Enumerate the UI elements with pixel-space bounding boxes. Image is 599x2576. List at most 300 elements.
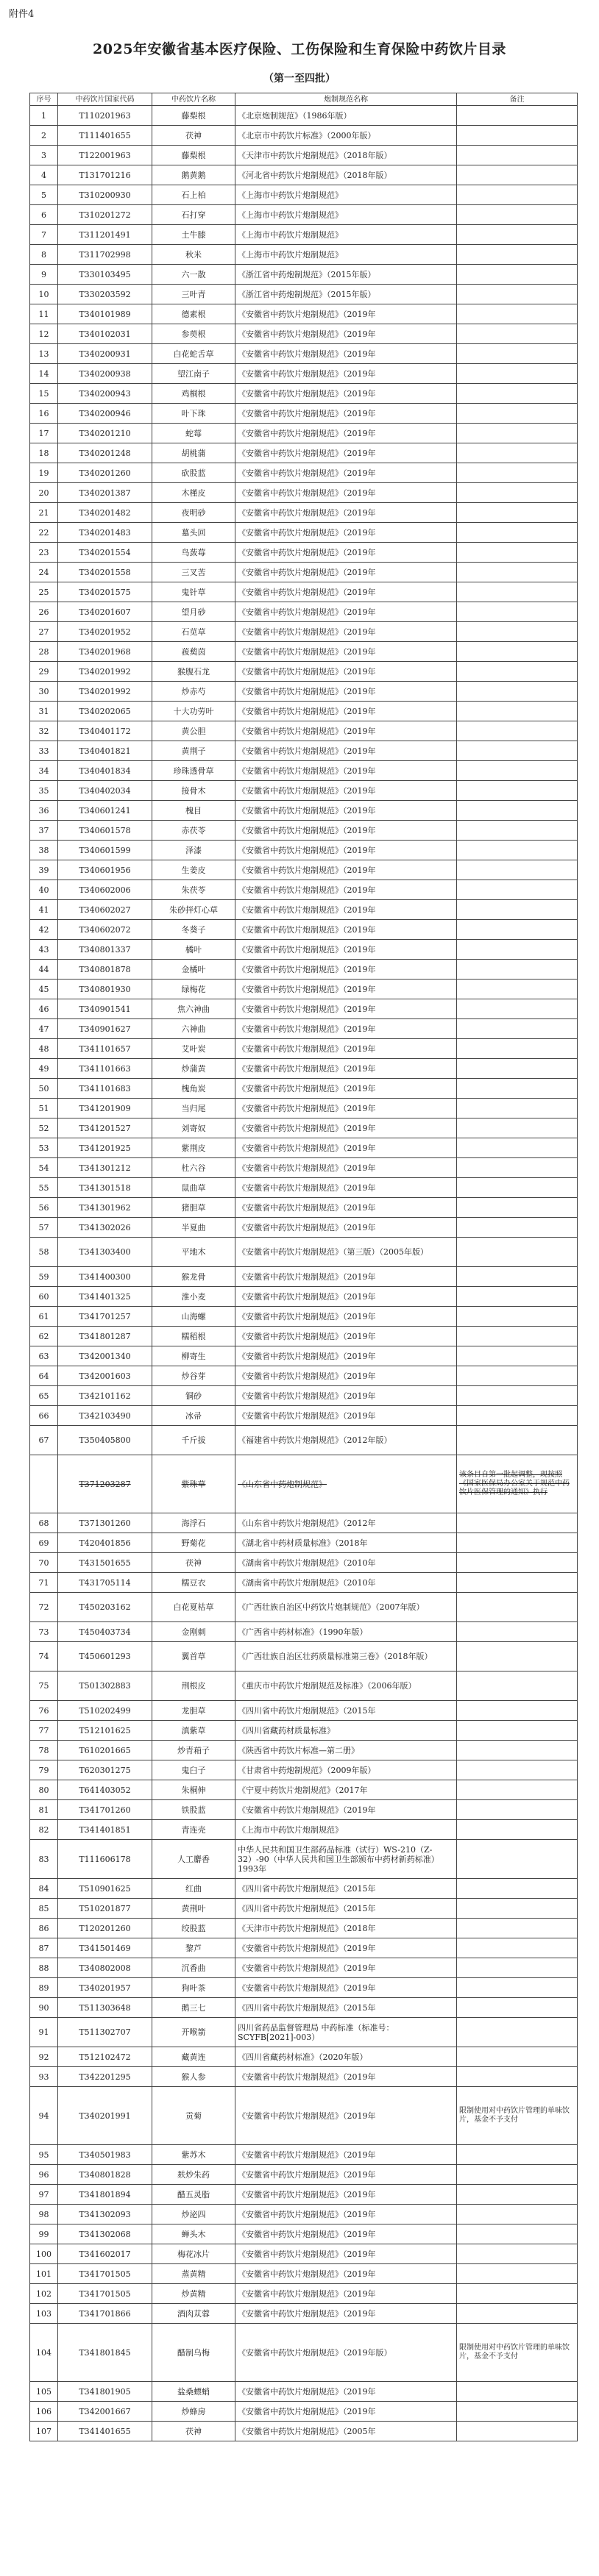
cell-no: 66 <box>30 1406 58 1426</box>
cell-no: 74 <box>30 1642 58 1671</box>
cell-name: 十大功劳叶 <box>152 702 235 721</box>
cell-name: 青连壳 <box>152 1820 235 1840</box>
cell-standard: 《安徽省中药饮片炮制规范》（2019年 <box>235 2382 457 2402</box>
cell-standard: 《上海市中药饮片炮制规范》 <box>235 245 457 265</box>
cell-no: 45 <box>30 980 58 999</box>
cell-code: T340201210 <box>58 424 152 443</box>
cell-code: T340101989 <box>58 304 152 324</box>
cell-code: T340401834 <box>58 761 152 781</box>
cell-code: T340602006 <box>58 880 152 900</box>
cell-name: 紫苏木 <box>152 2145 235 2165</box>
table-row <box>30 1998 578 2018</box>
cell-name: 沉香曲 <box>152 1958 235 1978</box>
cell-code: T340602072 <box>58 920 152 940</box>
cell-name: 麸炒朱药 <box>152 2165 235 2185</box>
cell-code: T510201877 <box>58 1899 152 1919</box>
cell-standard: 《甘肃省中药炮制规范》（2009年版） <box>235 1760 457 1780</box>
cell-code: T342201295 <box>58 2067 152 2087</box>
cell-no: 103 <box>30 2304 58 2324</box>
cell-standard: 《安徽省中药饮片炮制规范》（2019年 <box>235 682 457 702</box>
cell-note <box>457 880 578 900</box>
cell-code: T340201991 <box>58 2087 152 2145</box>
table-row <box>30 2018 578 2047</box>
cell-no: 8 <box>30 245 58 265</box>
cell-standard: 《安徽省中药饮片炮制规范》（2019年 <box>235 1039 457 1059</box>
cell-note <box>457 1800 578 1820</box>
cell-no: 44 <box>30 960 58 980</box>
cell-note <box>457 1138 578 1158</box>
cell-code: T450403734 <box>58 1622 152 1642</box>
cell-note <box>457 2422 578 2441</box>
cell-note <box>457 1386 578 1406</box>
cell-standard: 《天津市中药饮片炮制规范》（2018年 <box>235 1919 457 1938</box>
cell-name: 菝葜茵 <box>152 642 235 662</box>
cell-standard: 《安徽省中药饮片炮制规范》（2019年 <box>235 344 457 364</box>
table-row <box>30 2324 578 2382</box>
cell-no: 94 <box>30 2087 58 2145</box>
cell-name: 冰帚 <box>152 1406 235 1426</box>
table-row <box>30 721 578 741</box>
cell-code: T641403052 <box>58 1780 152 1800</box>
cell-note <box>457 205 578 225</box>
table-row <box>30 503 578 523</box>
cell-standard: 《安徽省中药饮片炮制规范》（2019年 <box>235 1938 457 1958</box>
cell-note <box>457 404 578 424</box>
cell-standard: 《福建省中药饮片炮制规范》（2012年版） <box>235 1426 457 1455</box>
cell-code: T420401856 <box>58 1533 152 1553</box>
cell-note <box>457 1919 578 1938</box>
cell-standard: 《四川省中药饮片炮制规范》（2015年 <box>235 1879 457 1899</box>
cell-code: T340901541 <box>58 999 152 1019</box>
cell-code: T311201491 <box>58 225 152 245</box>
cell-code: T340201957 <box>58 1978 152 1998</box>
table-row <box>30 1426 578 1455</box>
cell-name: 柳寄生 <box>152 1346 235 1366</box>
cell-name: 蒸黄精 <box>152 2264 235 2284</box>
cell-no: 12 <box>30 324 58 344</box>
cell-note <box>457 245 578 265</box>
cell-code: T340801828 <box>58 2165 152 2185</box>
cell-name: 紫珠草 <box>152 1455 235 1513</box>
cell-name: 炒蒲黄 <box>152 1059 235 1079</box>
cell-code: T341701505 <box>58 2284 152 2304</box>
table-row <box>30 1346 578 1366</box>
cell-standard: 《安徽省中药饮片炮制规范》（2019年 <box>235 424 457 443</box>
cell-name: 艾叶炭 <box>152 1039 235 1059</box>
cell-note <box>457 702 578 721</box>
cell-code: T340401821 <box>58 741 152 761</box>
cell-note <box>457 841 578 860</box>
cell-note <box>457 2382 578 2402</box>
cell-no: 11 <box>30 304 58 324</box>
header-standard: 炮制规范名称 <box>235 93 457 106</box>
cell-standard: 《安徽省中药饮片炮制规范》（2019年 <box>235 781 457 801</box>
cell-code: T342001340 <box>58 1346 152 1366</box>
cell-name: 朱茯苓 <box>152 880 235 900</box>
table-row <box>30 304 578 324</box>
cell-no: 38 <box>30 841 58 860</box>
cell-standard: 《安徽省中药饮片炮制规范》（2019年 <box>235 1978 457 1998</box>
cell-name: 铜砂 <box>152 1386 235 1406</box>
table-row <box>30 1978 578 1998</box>
cell-note <box>457 1513 578 1533</box>
cell-name: 砍股蓝 <box>152 463 235 483</box>
cell-note <box>457 920 578 940</box>
cell-no: 20 <box>30 483 58 503</box>
cell-note: 该条目自第一批起调整，现按照《国家医保局办公室关于规范中药饮片医保管理的通知》执行 <box>457 1455 578 1513</box>
cell-note <box>457 1701 578 1721</box>
cell-code: T341801845 <box>58 2324 152 2382</box>
cell-standard: 《河北省中药饮片炮制规范》（2018年版） <box>235 165 457 185</box>
page-title: 2025年安徽省基本医疗保险、工伤保险和生育保险中药饮片目录 <box>93 41 506 57</box>
table-row <box>30 344 578 364</box>
cell-standard: 《安徽省中药饮片炮制规范》（2019年 <box>235 2244 457 2264</box>
cell-name: 炒黄精 <box>152 2284 235 2304</box>
cell-standard: 《安徽省中药饮片炮制规范》（2019年 <box>235 1198 457 1218</box>
table-row <box>30 1198 578 1218</box>
cell-standard: 中华人民共和国卫生部药品标准（试行）WS-210（Z-32）-90（中华人民共和国卫生部颁布中药材新药标准）1993年 <box>235 1840 457 1879</box>
cell-code: T341602017 <box>58 2244 152 2264</box>
cell-standard: 《重庆市中药饮片炮制规范及标准》（2006年版） <box>235 1671 457 1701</box>
cell-no: 33 <box>30 741 58 761</box>
cell-note <box>457 2284 578 2304</box>
table-row <box>30 1327 578 1346</box>
table-row <box>30 1553 578 1573</box>
header-note: 备注 <box>457 93 578 106</box>
cell-standard: 《浙江省中药炮制规范》（2015年版） <box>235 265 457 285</box>
cell-name: 土牛膝 <box>152 225 235 245</box>
cell-no: 15 <box>30 384 58 404</box>
cell-no: 70 <box>30 1553 58 1573</box>
cell-code: T340601241 <box>58 801 152 821</box>
cell-note <box>457 443 578 463</box>
cell-code: T342103490 <box>58 1406 152 1426</box>
cell-note <box>457 801 578 821</box>
cell-note <box>457 2145 578 2165</box>
cell-name: 鼠曲草 <box>152 1178 235 1198</box>
cell-code: T431705114 <box>58 1573 152 1593</box>
cell-code: T111401655 <box>58 126 152 146</box>
cell-code: T341701260 <box>58 1800 152 1820</box>
cell-name: 黄荆叶 <box>152 1899 235 1919</box>
cell-no: 87 <box>30 1938 58 1958</box>
cell-note <box>457 960 578 980</box>
cell-code: T341201909 <box>58 1099 152 1118</box>
cell-no: 26 <box>30 602 58 622</box>
table-row <box>30 781 578 801</box>
cell-note <box>457 285 578 304</box>
cell-standard: 《安徽省中药饮片炮制规范》（2019年 <box>235 2087 457 2145</box>
table-row <box>30 1386 578 1406</box>
cell-note <box>457 582 578 602</box>
cell-name: 海浮石 <box>152 1513 235 1533</box>
cell-code: T340801878 <box>58 960 152 980</box>
cell-no: 60 <box>30 1287 58 1307</box>
cell-no: 95 <box>30 2145 58 2165</box>
page-subtitle: （第一至四批） <box>263 73 336 85</box>
table-row <box>30 741 578 761</box>
cell-standard: 《四川省中药饮片炮制规范》（2015年 <box>235 1899 457 1919</box>
cell-standard: 《安徽省中药饮片炮制规范》（2019年版） <box>235 2324 457 2382</box>
cell-note <box>457 1218 578 1238</box>
table-row <box>30 662 578 682</box>
cell-note <box>457 1840 578 1879</box>
table-row <box>30 2402 578 2422</box>
cell-no: 89 <box>30 1978 58 1998</box>
cell-standard: 《安徽省中药饮片炮制规范》（2019年 <box>235 1366 457 1386</box>
cell-note <box>457 2047 578 2067</box>
cell-standard: 《湖南省中药饮片炮制规范》（2010年 <box>235 1573 457 1593</box>
cell-name: 铁股蓝 <box>152 1800 235 1820</box>
cell-code: T340201482 <box>58 503 152 523</box>
cell-standard: 《安徽省中药饮片炮制规范》（2019年 <box>235 2067 457 2087</box>
cell-no: 24 <box>30 563 58 582</box>
cell-note <box>457 1238 578 1267</box>
cell-standard: 《安徽省中药饮片炮制规范》（2019年 <box>235 1138 457 1158</box>
table-row <box>30 1840 578 1879</box>
cell-standard: 《四川省藏药材质量标准》 <box>235 1721 457 1741</box>
cell-no: 86 <box>30 1919 58 1938</box>
cell-code: T340202065 <box>58 702 152 721</box>
cell-name: 梅花冰片 <box>152 2244 235 2264</box>
cell-standard: 《北京炮制规范》（1986年版） <box>235 106 457 126</box>
cell-note <box>457 1553 578 1573</box>
cell-code: T341801287 <box>58 1327 152 1346</box>
cell-note <box>457 106 578 126</box>
cell-name: 望江南子 <box>152 364 235 384</box>
cell-no: 84 <box>30 1879 58 1899</box>
cell-no: 83 <box>30 1840 58 1879</box>
table-row <box>30 960 578 980</box>
table-row <box>30 324 578 344</box>
cell-name: 白花蛇舌草 <box>152 344 235 364</box>
cell-code: T620301275 <box>58 1760 152 1780</box>
cell-standard: 《安徽省中药饮片炮制规范》（2019年 <box>235 980 457 999</box>
cell-standard: 《安徽省中药饮片炮制规范》（2019年 <box>235 1218 457 1238</box>
cell-name: 冬葵子 <box>152 920 235 940</box>
cell-code: T340201968 <box>58 642 152 662</box>
cell-note <box>457 384 578 404</box>
cell-standard: 《安徽省中药饮片炮制规范》（2019年 <box>235 622 457 642</box>
cell-note <box>457 741 578 761</box>
cell-no: 53 <box>30 1138 58 1158</box>
cell-standard: 《广西壮族自治区中药饮片炮制规范》（2007年版） <box>235 1593 457 1622</box>
cell-note <box>457 1958 578 1978</box>
cell-no: 35 <box>30 781 58 801</box>
cell-code: T340601578 <box>58 821 152 841</box>
cell-no: 62 <box>30 1327 58 1346</box>
cell-standard: 《安徽省中药饮片炮制规范》（2019年 <box>235 1059 457 1079</box>
cell-name: 刘寄奴 <box>152 1118 235 1138</box>
table-row <box>30 702 578 721</box>
table-row <box>30 483 578 503</box>
cell-no: 7 <box>30 225 58 245</box>
header-no: 序号 <box>30 93 58 106</box>
cell-name: 炒蜂房 <box>152 2402 235 2422</box>
table-header-row <box>30 93 578 106</box>
cell-no: 52 <box>30 1118 58 1138</box>
cell-standard: 《安徽省中药饮片炮制规范》（2019年 <box>235 582 457 602</box>
cell-code: T341101657 <box>58 1039 152 1059</box>
cell-code: T110201963 <box>58 106 152 126</box>
cell-no <box>30 1455 58 1513</box>
cell-standard: 《安徽省中药饮片炮制规范》（2019年 <box>235 1958 457 1978</box>
cell-no: 47 <box>30 1019 58 1039</box>
cell-name: 黎芦 <box>152 1938 235 1958</box>
cell-note <box>457 940 578 960</box>
cell-name: 千斤拔 <box>152 1426 235 1455</box>
table-row <box>30 1307 578 1327</box>
cell-name: 参萸根 <box>152 324 235 344</box>
cell-code: T111606178 <box>58 1840 152 1879</box>
cell-code: T340201992 <box>58 662 152 682</box>
table-row <box>30 1780 578 1800</box>
cell-no: 34 <box>30 761 58 781</box>
cell-no: 17 <box>30 424 58 443</box>
cell-name: 猴龙骨 <box>152 1267 235 1287</box>
cell-name: 鹅三七 <box>152 1998 235 2018</box>
cell-name: 炒谷芽 <box>152 1366 235 1386</box>
cell-name: 茯神 <box>152 126 235 146</box>
table-row <box>30 1513 578 1533</box>
cell-name: 胡桃蒲 <box>152 443 235 463</box>
cell-no: 50 <box>30 1079 58 1099</box>
cell-name: 蝉头木 <box>152 2224 235 2244</box>
cell-standard: 《四川省中药饮片炮制规范》（2015年 <box>235 1998 457 2018</box>
cell-note: 限制使用对中药饮片管理的单味饮片，基金不予支付 <box>457 2324 578 2382</box>
cell-standard: 《安徽省中药饮片炮制规范》（2019年 <box>235 463 457 483</box>
cell-note <box>457 1938 578 1958</box>
cell-no: 41 <box>30 900 58 920</box>
cell-name: 鸡桐根 <box>152 384 235 404</box>
cell-note <box>457 761 578 781</box>
cell-note <box>457 1366 578 1386</box>
cell-code: T341401655 <box>58 2422 152 2441</box>
table-row <box>30 2165 578 2185</box>
cell-no: 96 <box>30 2165 58 2185</box>
cell-note <box>457 642 578 662</box>
cell-code: T330103495 <box>58 265 152 285</box>
cell-code: T310201272 <box>58 205 152 225</box>
cell-no: 92 <box>30 2047 58 2067</box>
table-row <box>30 2382 578 2402</box>
table-row <box>30 245 578 265</box>
cell-standard: 《安徽省中药饮片炮制规范》（2019年 <box>235 741 457 761</box>
cell-name: 鬼臼子 <box>152 1760 235 1780</box>
cell-note <box>457 900 578 920</box>
cell-standard: 《安徽省中药饮片炮制规范》（2019年 <box>235 384 457 404</box>
cell-name: 糯豆衣 <box>152 1573 235 1593</box>
cell-name: 白花夏枯草 <box>152 1593 235 1622</box>
cell-standard: 《安徽省中药饮片炮制规范》（2019年 <box>235 761 457 781</box>
table-row <box>30 1800 578 1820</box>
table-row <box>30 1573 578 1593</box>
cell-no: 48 <box>30 1039 58 1059</box>
cell-code: T340201387 <box>58 483 152 503</box>
cell-name: 木槿皮 <box>152 483 235 503</box>
cell-code: T341801894 <box>58 2185 152 2205</box>
cell-code: T340200943 <box>58 384 152 404</box>
table-row <box>30 404 578 424</box>
cell-name: 茯神 <box>152 1553 235 1573</box>
table-row <box>30 1267 578 1287</box>
cell-standard: 《安徽省中药饮片炮制规范》（2019年 <box>235 1118 457 1138</box>
cell-code: T340200946 <box>58 404 152 424</box>
cell-standard: 《上海市中药饮片炮制规范》 <box>235 225 457 245</box>
table-row <box>30 920 578 940</box>
cell-code: T340801337 <box>58 940 152 960</box>
cell-code: T311702998 <box>58 245 152 265</box>
cell-code: T340501983 <box>58 2145 152 2165</box>
cell-code: T340201952 <box>58 622 152 642</box>
cell-no: 10 <box>30 285 58 304</box>
cell-no: 28 <box>30 642 58 662</box>
cell-no: 73 <box>30 1622 58 1642</box>
table-row <box>30 1899 578 1919</box>
table-row <box>30 1741 578 1760</box>
cell-name: 茯神 <box>152 2422 235 2441</box>
cell-no: 71 <box>30 1573 58 1593</box>
cell-code: T340201575 <box>58 582 152 602</box>
table-row <box>30 523 578 543</box>
cell-note <box>457 1079 578 1099</box>
cell-note <box>457 721 578 741</box>
cell-no: 46 <box>30 999 58 1019</box>
table-row <box>30 1533 578 1553</box>
cell-note <box>457 126 578 146</box>
cell-no: 75 <box>30 1671 58 1701</box>
cell-note <box>457 1573 578 1593</box>
cell-code: T342001603 <box>58 1366 152 1386</box>
cell-name: 滇紫草 <box>152 1721 235 1741</box>
cell-no: 77 <box>30 1721 58 1741</box>
cell-no: 2 <box>30 126 58 146</box>
cell-standard: 《安徽省中药饮片炮制规范》（2019年 <box>235 1307 457 1327</box>
cell-name: 叶下珠 <box>152 404 235 424</box>
cell-no: 64 <box>30 1366 58 1386</box>
cell-code: T340401172 <box>58 721 152 741</box>
cell-no: 63 <box>30 1346 58 1366</box>
cell-code: T340602027 <box>58 900 152 920</box>
cell-no: 4 <box>30 165 58 185</box>
cell-note <box>457 602 578 622</box>
cell-name: 金刚刺 <box>152 1622 235 1642</box>
table-row <box>30 1059 578 1079</box>
cell-standard: 《安徽省中药饮片炮制规范》（2005年 <box>235 2422 457 2441</box>
cell-no: 57 <box>30 1218 58 1238</box>
cell-no: 36 <box>30 801 58 821</box>
cell-note <box>457 1760 578 1780</box>
cell-note <box>457 324 578 344</box>
cell-name: 盐桑螵蛸 <box>152 2382 235 2402</box>
cell-code: T341801905 <box>58 2382 152 2402</box>
cell-name: 藏黄连 <box>152 2047 235 2067</box>
table-row <box>30 801 578 821</box>
cell-code: T340201260 <box>58 463 152 483</box>
cell-no: 9 <box>30 265 58 285</box>
cell-no: 22 <box>30 523 58 543</box>
cell-note <box>457 523 578 543</box>
cell-code: T340802008 <box>58 1958 152 1978</box>
table-row <box>30 384 578 404</box>
cell-name: 德素根 <box>152 304 235 324</box>
cell-name: 珍珠透骨草 <box>152 761 235 781</box>
table-row <box>30 1701 578 1721</box>
cell-code: T450601293 <box>58 1642 152 1671</box>
cell-standard: 《安徽省中药饮片炮制规范》（2019年 <box>235 1158 457 1178</box>
cell-note <box>457 2018 578 2047</box>
cell-no: 58 <box>30 1238 58 1267</box>
